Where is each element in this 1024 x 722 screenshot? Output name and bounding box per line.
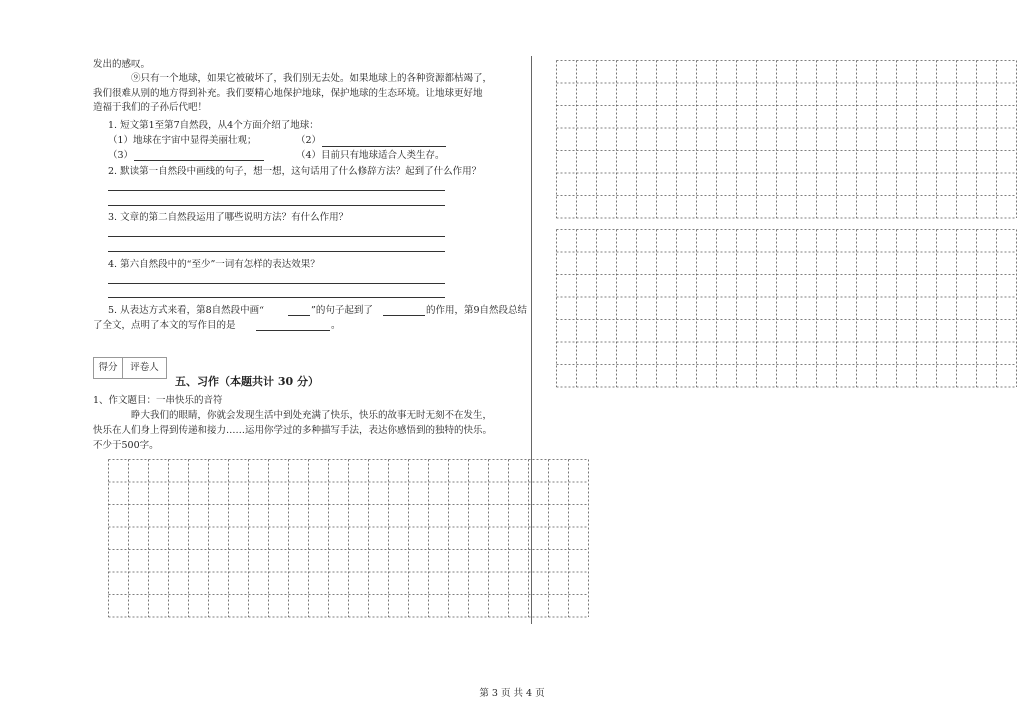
question-4: 4. 第六自然段中的“至少”一词有怎样的表达效果？ — [108, 259, 320, 270]
score-label: 得分 — [94, 358, 123, 378]
question-5-line2-a: 了全文，点明了本文的写作目的是 — [93, 320, 236, 331]
essay-topic: 1、作文题目：一串快乐的音符 — [93, 395, 223, 406]
question-5-part-a: 5. 从表达方式来看，第8自然段中画“ — [108, 305, 264, 316]
question-1-option-2: （2） — [296, 135, 322, 146]
writing-grid[interactable] — [108, 459, 592, 621]
answer-line[interactable] — [108, 283, 445, 284]
essay-prompt-line: 快乐在人们身上得到传递和接力……运用你学过的多种描写手法，表达你感悟到的独特的快乐。 — [93, 425, 493, 436]
question-1-stem: 1. 短文第1至第7自然段，从4个方面介绍了地球： — [108, 120, 319, 131]
answer-blank[interactable] — [383, 315, 425, 316]
score-box — [93, 357, 167, 379]
passage-line: 造福于我们的子孙后代吧！ — [93, 102, 208, 113]
question-5-line2-b: 。 — [331, 320, 341, 331]
question-3: 3. 文章的第二自然段运用了哪些说明方法？有什么作用？ — [108, 212, 349, 223]
answer-line[interactable] — [108, 297, 445, 298]
question-1-option-1: （1）地球在宇宙中显得美丽壮观； — [108, 135, 257, 146]
page-number: 第 3 页 共 4 页 — [479, 688, 545, 699]
answer-blank[interactable] — [256, 330, 330, 331]
question-1-option-3: （3） — [108, 150, 134, 161]
passage-line: ⑨只有一个地球，如果它被破坏了，我们别无去处。如果地球上的各种资源都枯竭了， — [131, 73, 493, 84]
question-5-part-c: 的作用，第9自然段总结 — [426, 305, 528, 316]
grader-label: 评卷人 — [130, 362, 159, 373]
essay-prompt-line: 不少于500字。 — [93, 440, 159, 451]
answer-line[interactable] — [108, 236, 445, 237]
question-2: 2. 默读第一自然段中画线的句子，想一想，这句话用了什么修辞方法？起到了什么作用？ — [108, 166, 482, 177]
answer-blank[interactable] — [288, 315, 310, 316]
essay-prompt-line: 睁大我们的眼睛，你就会发现生活中到处充满了快乐，快乐的故事无时无刻不在发生， — [131, 410, 493, 421]
question-5-part-b: ”的句子起到了 — [311, 305, 373, 316]
passage-line: 我们很难从别的地方得到补充。我们要精心地保护地球，保护地球的生态环境。让地球更好地 — [93, 88, 483, 99]
section-title: 五、习作（本题共计 30 分） — [175, 375, 319, 388]
answer-blank[interactable] — [322, 146, 446, 147]
passage-line: 发出的感叹。 — [93, 59, 151, 70]
question-1-option-4: （4）目前只有地球适合人类生存。 — [296, 150, 445, 161]
writing-grid[interactable] — [556, 60, 1020, 220]
answer-blank[interactable] — [134, 160, 264, 161]
writing-grid[interactable] — [556, 229, 1020, 389]
answer-line[interactable] — [108, 205, 445, 206]
answer-line[interactable] — [108, 251, 445, 252]
answer-line[interactable] — [108, 190, 445, 191]
